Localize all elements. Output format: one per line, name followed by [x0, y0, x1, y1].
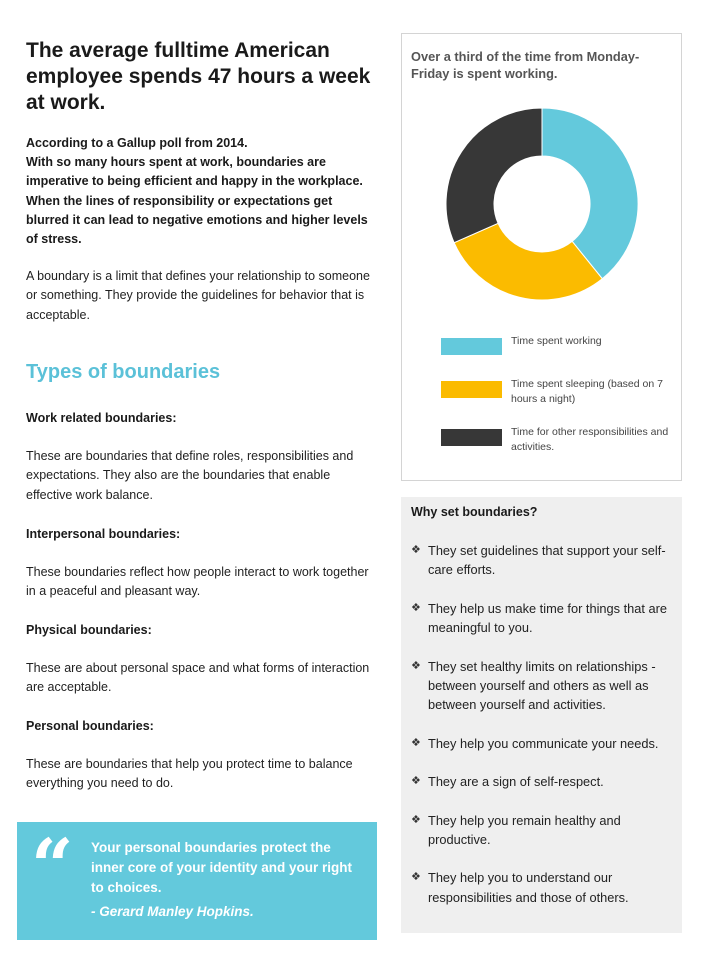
diamond-bullet-icon: ❖ — [411, 775, 421, 788]
legend-label: Time for other responsibilities and activities. — [511, 426, 669, 453]
legend-swatch — [441, 429, 502, 446]
list-item-text: They set guidelines that support your self-care efforts. — [428, 543, 666, 578]
intro-source: According to a Gallup poll from 2014. — [26, 136, 248, 150]
quote-author: - Gerard Manley Hopkins. — [91, 904, 254, 919]
list-item-text: They help you communicate your needs. — [428, 735, 659, 751]
diamond-bullet-icon: ❖ — [411, 659, 421, 672]
legend-label: Time spent sleeping (based on 7 hours a night) — [511, 378, 663, 405]
donut-slice — [446, 108, 542, 243]
chart-title: Over a third of the time from Monday-Friday is spent working. — [411, 49, 640, 81]
type-text: These are boundaries that help you protect time to balance everything you need to do. — [26, 757, 353, 791]
diamond-bullet-icon: ❖ — [411, 601, 421, 614]
legend-swatch — [441, 338, 502, 355]
list-item-text: They help you remain healthy and productive. — [428, 812, 621, 848]
type-label: Personal boundaries: — [26, 719, 154, 733]
diamond-bullet-icon: ❖ — [411, 736, 421, 749]
why-panel — [401, 497, 682, 933]
intro — [26, 134, 371, 249]
boundary-definition: A boundary is a limit that defines your relationship to someone or something. They provide the guidelines for behavior that is acceptable. — [26, 269, 370, 322]
intro-body: With so many hours spent at work, boundaries are imperative to being efficient and happy in the workplace. When the lines of responsibility or expectations get blurred it can lead to negative emotions and higher levels of stress. — [26, 155, 368, 247]
type-physical — [26, 621, 371, 698]
legend-label: Time spent working — [511, 335, 602, 347]
why-title: Why set boundaries? — [411, 505, 538, 519]
why-list — [411, 541, 677, 907]
diamond-bullet-icon: ❖ — [411, 871, 421, 884]
diamond-bullet-icon: ❖ — [411, 544, 421, 556]
donut-chart — [402, 34, 682, 334]
type-label: Physical boundaries: — [26, 623, 152, 637]
legend-swatch — [441, 381, 502, 398]
chart-panel — [401, 33, 682, 481]
type-text: These are about personal space and what forms of interaction are acceptable. — [26, 661, 370, 695]
type-text: These are boundaries that define roles, responsibilities and expectations. They also are the boundaries that enable effective work balance. — [26, 449, 354, 502]
list-item — [411, 734, 677, 753]
type-text: These boundaries reflect how people interact to work together in a peaceful and pleasant way. — [26, 565, 369, 599]
type-interpersonal — [26, 525, 371, 602]
quote-mark-icon: “ — [31, 824, 74, 910]
list-item — [411, 772, 677, 791]
type-personal — [26, 717, 371, 794]
list-item — [411, 599, 677, 638]
quote-box — [17, 822, 377, 940]
quote-text: Your personal boundaries protect the inner core of your identity and your right to choices. — [91, 840, 353, 895]
type-work — [26, 409, 371, 505]
diamond-bullet-icon: ❖ — [411, 813, 421, 826]
list-item — [411, 657, 677, 715]
type-label: Interpersonal boundaries: — [26, 527, 181, 541]
type-label: Work related boundaries: — [26, 411, 177, 425]
list-item — [411, 868, 677, 907]
list-item — [411, 541, 677, 580]
list-item-text: They help you to understand our responsibilities and those of others. — [428, 870, 629, 905]
list-item — [411, 811, 677, 850]
headline: The average fulltime American employee spends 47 hours a week at work. — [26, 39, 371, 114]
list-item-text: They are a sign of self-respect. — [428, 774, 604, 790]
list-item-text: They set healthy limits on relationships - between yourself and others as well as between yourself and activities. — [428, 658, 656, 713]
types-title: Types of boundaries — [26, 361, 221, 383]
list-item-text: They help us make time for things that are meaningful to you. — [428, 600, 667, 636]
